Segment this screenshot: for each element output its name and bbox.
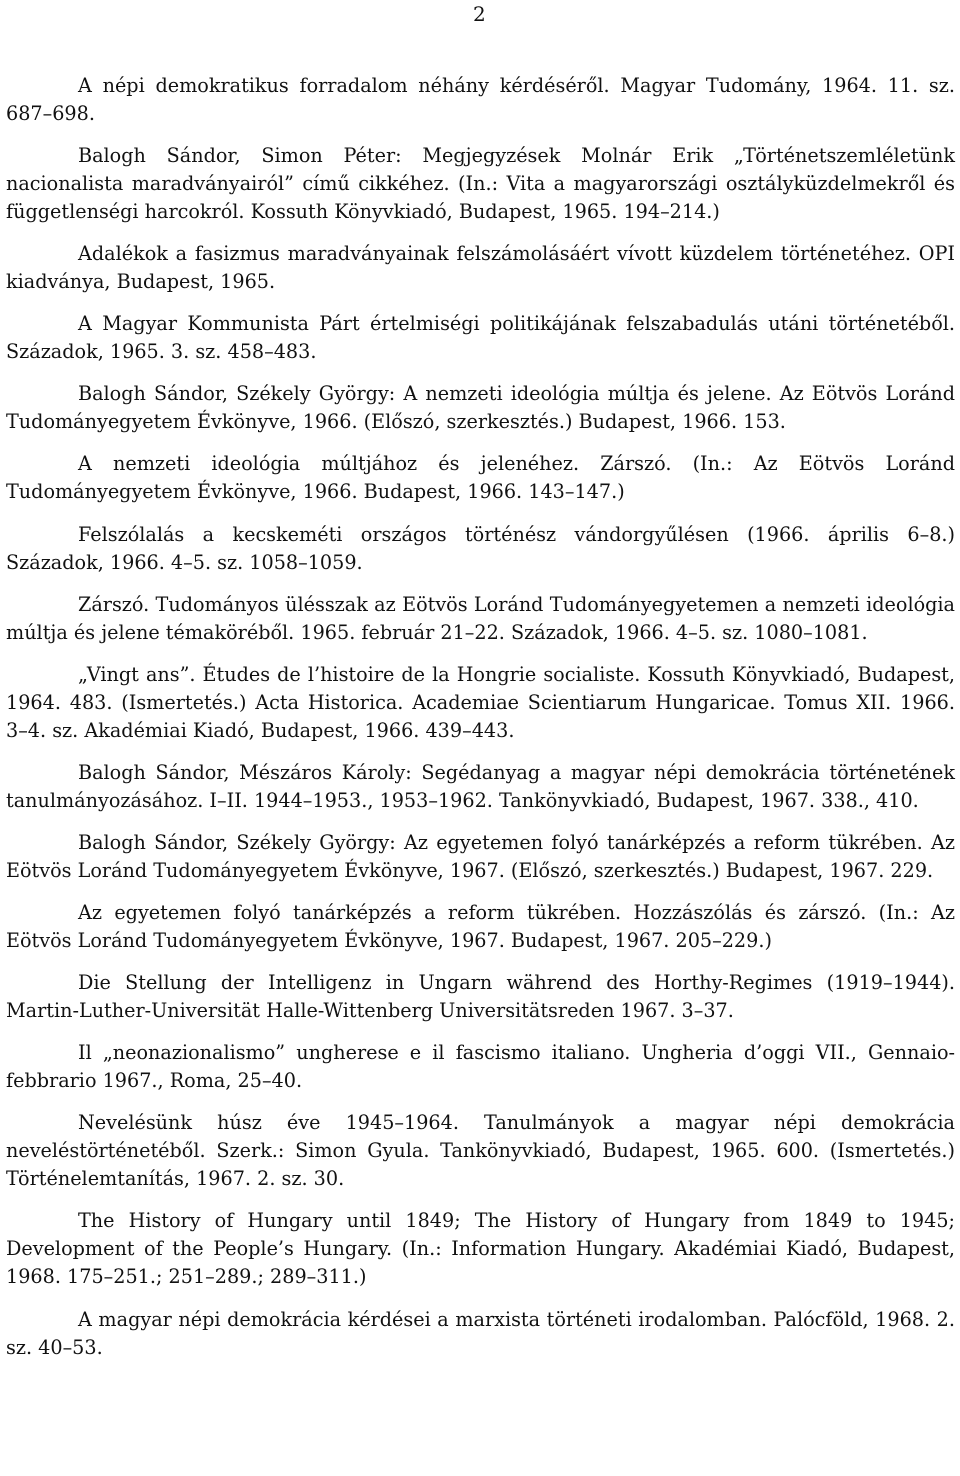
- bibliography-entry: A Magyar Kommunista Párt értelmiségi politikájának felszabadulás utáni történetéből. Századok, 1965. 3. sz. 458–483.: [6, 312, 955, 364]
- bibliography-entry: „Vingt ans”. Études de l’histoire de la Hongrie socialiste. Kossuth Könyvkiadó, Budapest, 1964. 483. (Ismertetés.) Acta Historica. Academiae Scientiarum Hungaricae. Tomus XII. 1966. 3–4. sz. Akadémiai Kiadó, Budapest, 1966. 439–443.: [6, 662, 955, 742]
- bibliography-entry: Balogh Sándor, Simon Péter: Megjegyzések Molnár Erik „Történetszemléletünk nacionalista maradványairól” című cikkéhez. (In.: Vita a magyarországi osztályküzdelmekről és függetlenségi harcokról. Kossuth Könyvkiadó, Budapest, 1965. 194–214.): [6, 144, 955, 224]
- bibliography-entry: A népi demokratikus forradalom néhány kérdéséről. Magyar Tudomány, 1964. 11. sz. 687–698.: [6, 74, 955, 125]
- bibliography-entry: Nevelésünk húsz éve 1945–1964. Tanulmányok a magyar népi demokrácia neveléstörténetéből. Szerk.: Simon Gyula. Tankönyvkiadó, Budapest, 1965. 600. (Ismertetés.) Történelemtanítás, 1967. 2. sz. 30.: [6, 1111, 955, 1191]
- bibliography-entry: Balogh Sándor, Székely György: A nemzeti ideológia múltja és jelene. Az Eötvös Loránd Tudományegyetem Évkönyve, 1966. (Előszó, szerkesztés.) Budapest, 1966. 153.: [6, 382, 955, 434]
- bibliography-entry: Balogh Sándor, Mészáros Károly: Segédanyag a magyar népi demokrácia történetének tanulmányozásához. I–II. 1944–1953., 1953–1962. Tankönyvkiadó, Budapest, 1967. 338., 410.: [6, 760, 955, 812]
- bibliography-entry: A nemzeti ideológia múltjához és jelenéhez. Zárszó. (In.: Az Eötvös Loránd Tudományegyetem Évkönyve, 1966. Budapest, 1966. 143–147.): [6, 452, 955, 504]
- bibliography-entry: The History of Hungary until 1849; The History of Hungary from 1849 to 1945; Development of the People’s Hungary. (In.: Information Hungary. Akadémiai Kiadó, Budapest, 1968. 175–251.; 251–289.; 289–311.): [6, 1209, 955, 1289]
- bibliography-entry: A magyar népi demokrácia kérdései a marxista történeti irodalomban. Palócföld, 1968. 2. sz. 40–53.: [6, 1307, 955, 1359]
- bibliography-entry: Il „neonazionalismo” ungherese e il fascismo italiano. Ungheria d’oggi VII., Gennaio-febbrario 1967., Roma, 25–40.: [6, 1041, 955, 1093]
- page-number: 2: [473, 2, 486, 26]
- bibliography-entry: Zárszó. Tudományos ülésszak az Eötvös Loránd Tudományegyetemen a nemzeti ideológia múltja és jelene témaköréből. 1965. február 21–22. Századok, 1966. 4–5. sz. 1080–1081.: [6, 592, 955, 644]
- bibliography-entry: Die Stellung der Intelligenz in Ungarn während des Horthy-Regimes (1919–1944). Martin-Luther-Universität Halle-Wittenberg Universitätsreden 1967. 3–37.: [6, 971, 955, 1023]
- bibliography-entry: Az egyetemen folyó tanárképzés a reform tükrében. Hozzászólás és zárszó. (In.: Az Eötvös Loránd Tudományegyetem Évkönyve, 1967. Budapest, 1967. 205–229.): [6, 901, 955, 953]
- bibliography-list: [6, 72, 955, 1362]
- bibliography-entry: Balogh Sándor, Székely György: Az egyetemen folyó tanárképzés a reform tükrében. Az Eötvös Loránd Tudományegyetem Évkönyve, 1967. (Előszó, szerkesztés.) Budapest, 1967. 229.: [6, 830, 955, 882]
- bibliography-entry: Adalékok a fasizmus maradványainak felszámolásáért vívott küzdelem történetéhez. OPI kiadványa, Budapest, 1965.: [6, 242, 955, 294]
- bibliography-entry: Felszólalás a kecskeméti országos történész vándorgyűlésen (1966. április 6–8.) Századok, 1966. 4–5. sz. 1058–1059.: [6, 522, 955, 574]
